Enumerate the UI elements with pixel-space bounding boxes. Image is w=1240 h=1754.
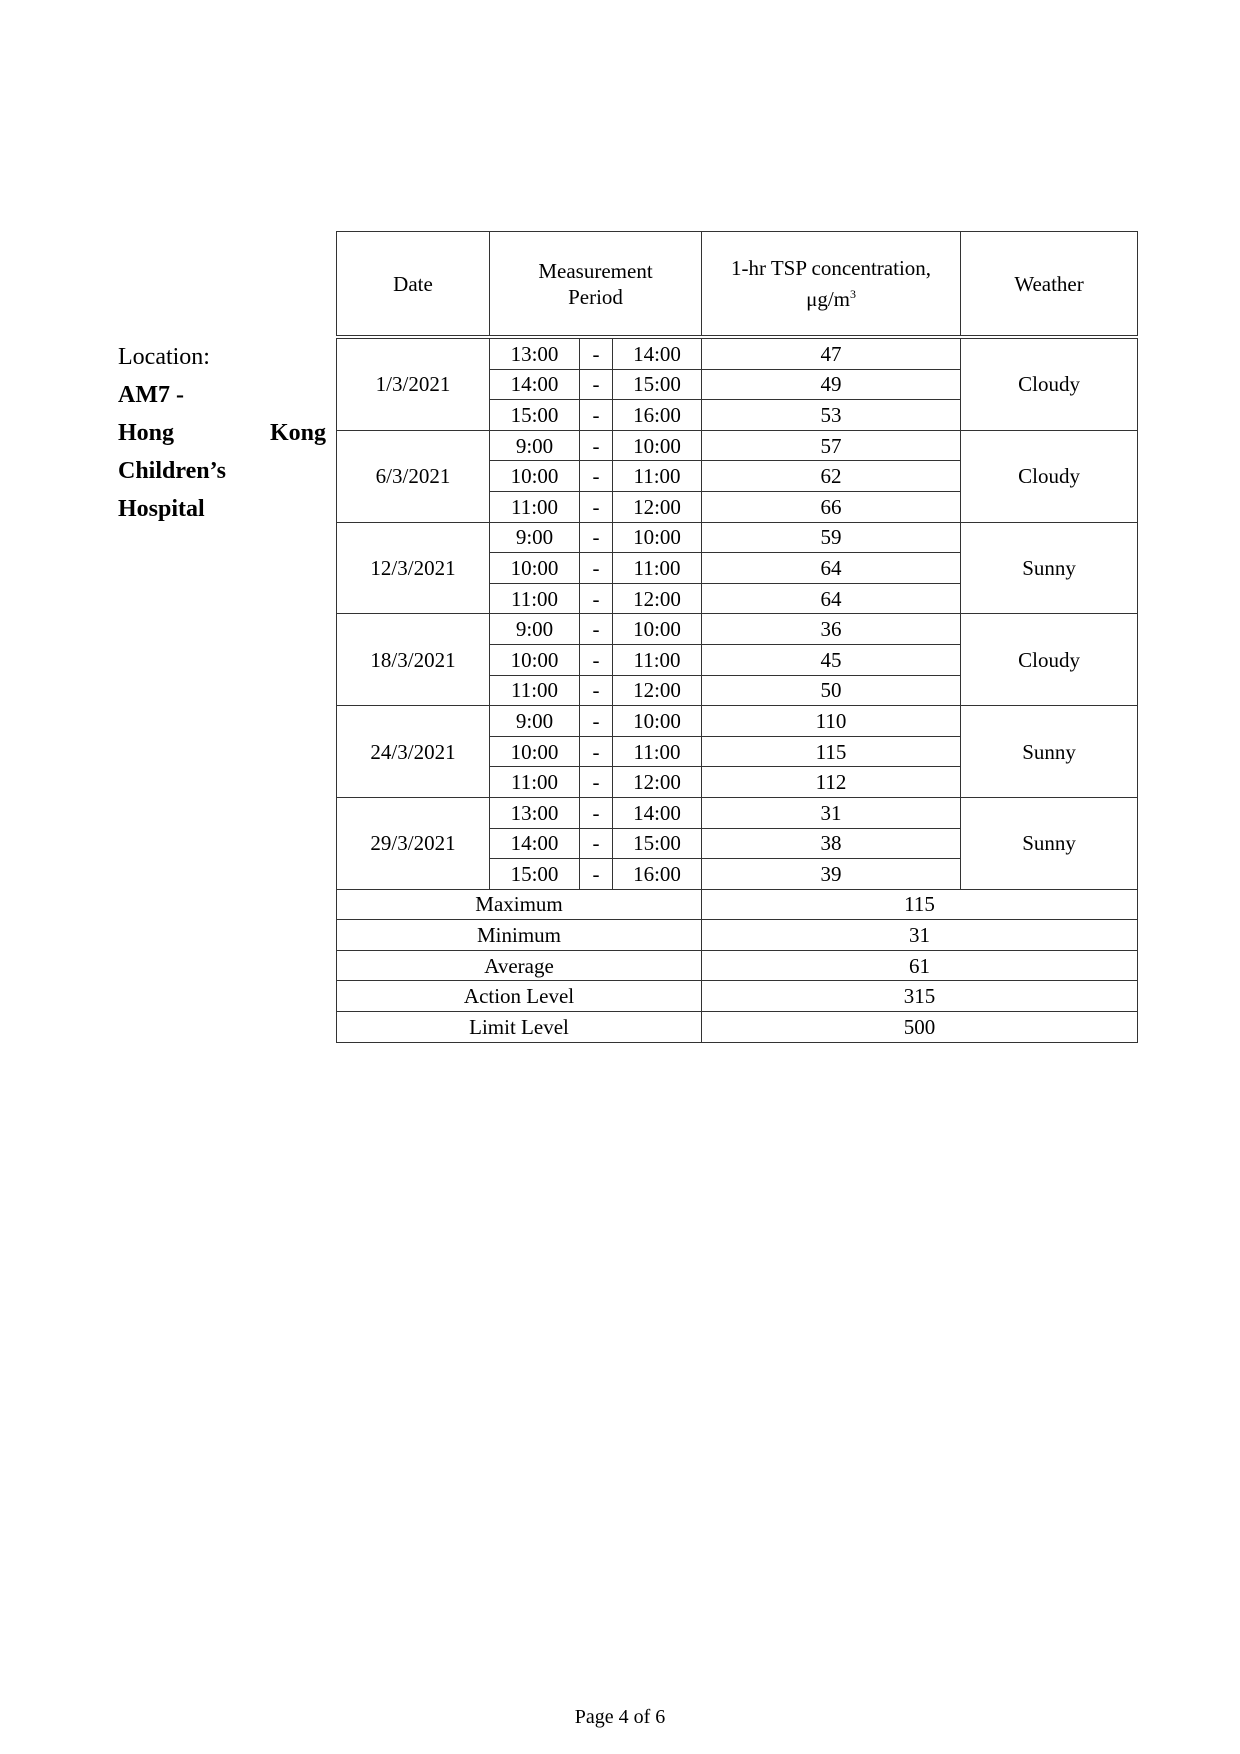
period-start-cell: 15:00 <box>490 859 580 890</box>
unit-superscript: 3 <box>850 287 856 301</box>
period-end-cell: 10:00 <box>613 614 702 645</box>
summary-value-cell: 61 <box>702 950 1138 981</box>
concentration-cell: 59 <box>702 522 961 553</box>
concentration-cell: 53 <box>702 400 961 431</box>
period-dash-cell: - <box>580 859 613 890</box>
period-start-cell: 9:00 <box>490 614 580 645</box>
location-code: AM7 - <box>118 382 184 408</box>
date-cell: 12/3/2021 <box>337 522 490 614</box>
period-end-cell: 12:00 <box>613 767 702 798</box>
concentration-cell: 57 <box>702 430 961 461</box>
period-dash-cell: - <box>580 583 613 614</box>
concentration-cell: 45 <box>702 644 961 675</box>
concentration-cell: 66 <box>702 491 961 522</box>
period-start-cell: 11:00 <box>490 675 580 706</box>
table-row <box>337 522 1138 553</box>
period-end-cell: 15:00 <box>613 369 702 400</box>
period-dash-cell: - <box>580 767 613 798</box>
concentration-cell: 115 <box>702 736 961 767</box>
period-dash-cell: - <box>580 797 613 828</box>
header-concentration-line1: 1-hr TSP concentration, <box>731 256 932 280</box>
location-block <box>118 338 326 528</box>
period-dash-cell: - <box>580 828 613 859</box>
period-end-cell: 15:00 <box>613 828 702 859</box>
period-dash-cell: - <box>580 430 613 461</box>
period-dash-cell: - <box>580 400 613 431</box>
header-measurement-period <box>490 232 702 338</box>
summary-label-cell: Action Level <box>337 981 702 1012</box>
period-start-cell: 10:00 <box>490 736 580 767</box>
concentration-cell: 47 <box>702 337 961 369</box>
summary-label-cell: Limit Level <box>337 1012 702 1043</box>
header-period-line2: Period <box>568 284 623 309</box>
period-end-cell: 14:00 <box>613 337 702 369</box>
period-dash-cell: - <box>580 706 613 737</box>
period-end-cell: 12:00 <box>613 583 702 614</box>
concentration-cell: 39 <box>702 859 961 890</box>
period-start-cell: 14:00 <box>490 369 580 400</box>
period-dash-cell: - <box>580 736 613 767</box>
table-row <box>337 337 1138 369</box>
date-cell: 6/3/2021 <box>337 430 490 522</box>
period-end-cell: 12:00 <box>613 491 702 522</box>
location-name-word-1: Hong <box>118 420 175 446</box>
unit-text: μg/m <box>806 287 850 311</box>
weather-cell: Cloudy <box>961 337 1138 430</box>
period-start-cell: 15:00 <box>490 400 580 431</box>
summary-row <box>337 889 1138 920</box>
period-start-cell: 11:00 <box>490 767 580 798</box>
summary-label-cell: Average <box>337 950 702 981</box>
concentration-cell: 110 <box>702 706 961 737</box>
header-period-line1: Measurement <box>538 258 653 283</box>
period-dash-cell: - <box>580 522 613 553</box>
period-end-cell: 12:00 <box>613 675 702 706</box>
table-body <box>337 337 1138 1042</box>
period-dash-cell: - <box>580 369 613 400</box>
weather-cell: Sunny <box>961 706 1138 798</box>
period-start-cell: 11:00 <box>490 491 580 522</box>
period-end-cell: 11:00 <box>613 553 702 584</box>
concentration-cell: 38 <box>702 828 961 859</box>
header-date: Date <box>337 232 490 338</box>
tsp-results-table <box>336 231 1138 1043</box>
location-name-line1 <box>118 414 326 452</box>
summary-value-cell: 115 <box>702 889 1138 920</box>
table-header-row <box>337 232 1138 338</box>
date-cell: 24/3/2021 <box>337 706 490 798</box>
period-end-cell: 10:00 <box>613 706 702 737</box>
concentration-cell: 112 <box>702 767 961 798</box>
summary-label-cell: Minimum <box>337 920 702 951</box>
period-dash-cell: - <box>580 461 613 492</box>
period-dash-cell: - <box>580 675 613 706</box>
table-row <box>337 614 1138 645</box>
summary-label-cell: Maximum <box>337 889 702 920</box>
period-start-cell: 10:00 <box>490 644 580 675</box>
weather-cell: Sunny <box>961 797 1138 889</box>
period-start-cell: 13:00 <box>490 797 580 828</box>
header-weather: Weather <box>961 232 1138 338</box>
period-start-cell: 9:00 <box>490 522 580 553</box>
concentration-cell: 62 <box>702 461 961 492</box>
concentration-cell: 64 <box>702 583 961 614</box>
period-end-cell: 16:00 <box>613 859 702 890</box>
period-end-cell: 14:00 <box>613 797 702 828</box>
location-name-word-2: Kong <box>269 420 326 446</box>
concentration-cell: 36 <box>702 614 961 645</box>
page-number: Page 4 of 6 <box>574 1706 666 1728</box>
location-name-line3: Hospital <box>118 496 205 522</box>
period-start-cell: 14:00 <box>490 828 580 859</box>
weather-cell: Cloudy <box>961 614 1138 706</box>
summary-row <box>337 1012 1138 1043</box>
period-start-cell: 11:00 <box>490 583 580 614</box>
summary-value-cell: 500 <box>702 1012 1138 1043</box>
period-start-cell: 10:00 <box>490 553 580 584</box>
table-row <box>337 706 1138 737</box>
period-dash-cell: - <box>580 614 613 645</box>
summary-row <box>337 981 1138 1012</box>
concentration-cell: 49 <box>702 369 961 400</box>
concentration-cell: 31 <box>702 797 961 828</box>
location-name-line2: Children’s <box>118 458 227 484</box>
period-start-cell: 13:00 <box>490 337 580 369</box>
header-concentration <box>702 232 961 338</box>
date-cell: 29/3/2021 <box>337 797 490 889</box>
table-row <box>337 430 1138 461</box>
weather-cell: Sunny <box>961 522 1138 614</box>
date-cell: 18/3/2021 <box>337 614 490 706</box>
table-row <box>337 797 1138 828</box>
period-start-cell: 9:00 <box>490 706 580 737</box>
summary-value-cell: 31 <box>702 920 1138 951</box>
header-concentration-unit <box>702 281 960 312</box>
period-dash-cell: - <box>580 553 613 584</box>
period-end-cell: 16:00 <box>613 400 702 431</box>
location-label: Location: <box>118 344 210 370</box>
period-start-cell: 9:00 <box>490 430 580 461</box>
date-cell: 1/3/2021 <box>337 337 490 430</box>
concentration-cell: 64 <box>702 553 961 584</box>
summary-row <box>337 950 1138 981</box>
concentration-cell: 50 <box>702 675 961 706</box>
weather-cell: Cloudy <box>961 430 1138 522</box>
period-dash-cell: - <box>580 491 613 522</box>
summary-value-cell: 315 <box>702 981 1138 1012</box>
period-dash-cell: - <box>580 644 613 675</box>
period-start-cell: 10:00 <box>490 461 580 492</box>
period-end-cell: 11:00 <box>613 461 702 492</box>
period-end-cell: 11:00 <box>613 736 702 767</box>
period-dash-cell: - <box>580 337 613 369</box>
summary-row <box>337 920 1138 951</box>
period-end-cell: 11:00 <box>613 644 702 675</box>
period-end-cell: 10:00 <box>613 430 702 461</box>
period-end-cell: 10:00 <box>613 522 702 553</box>
